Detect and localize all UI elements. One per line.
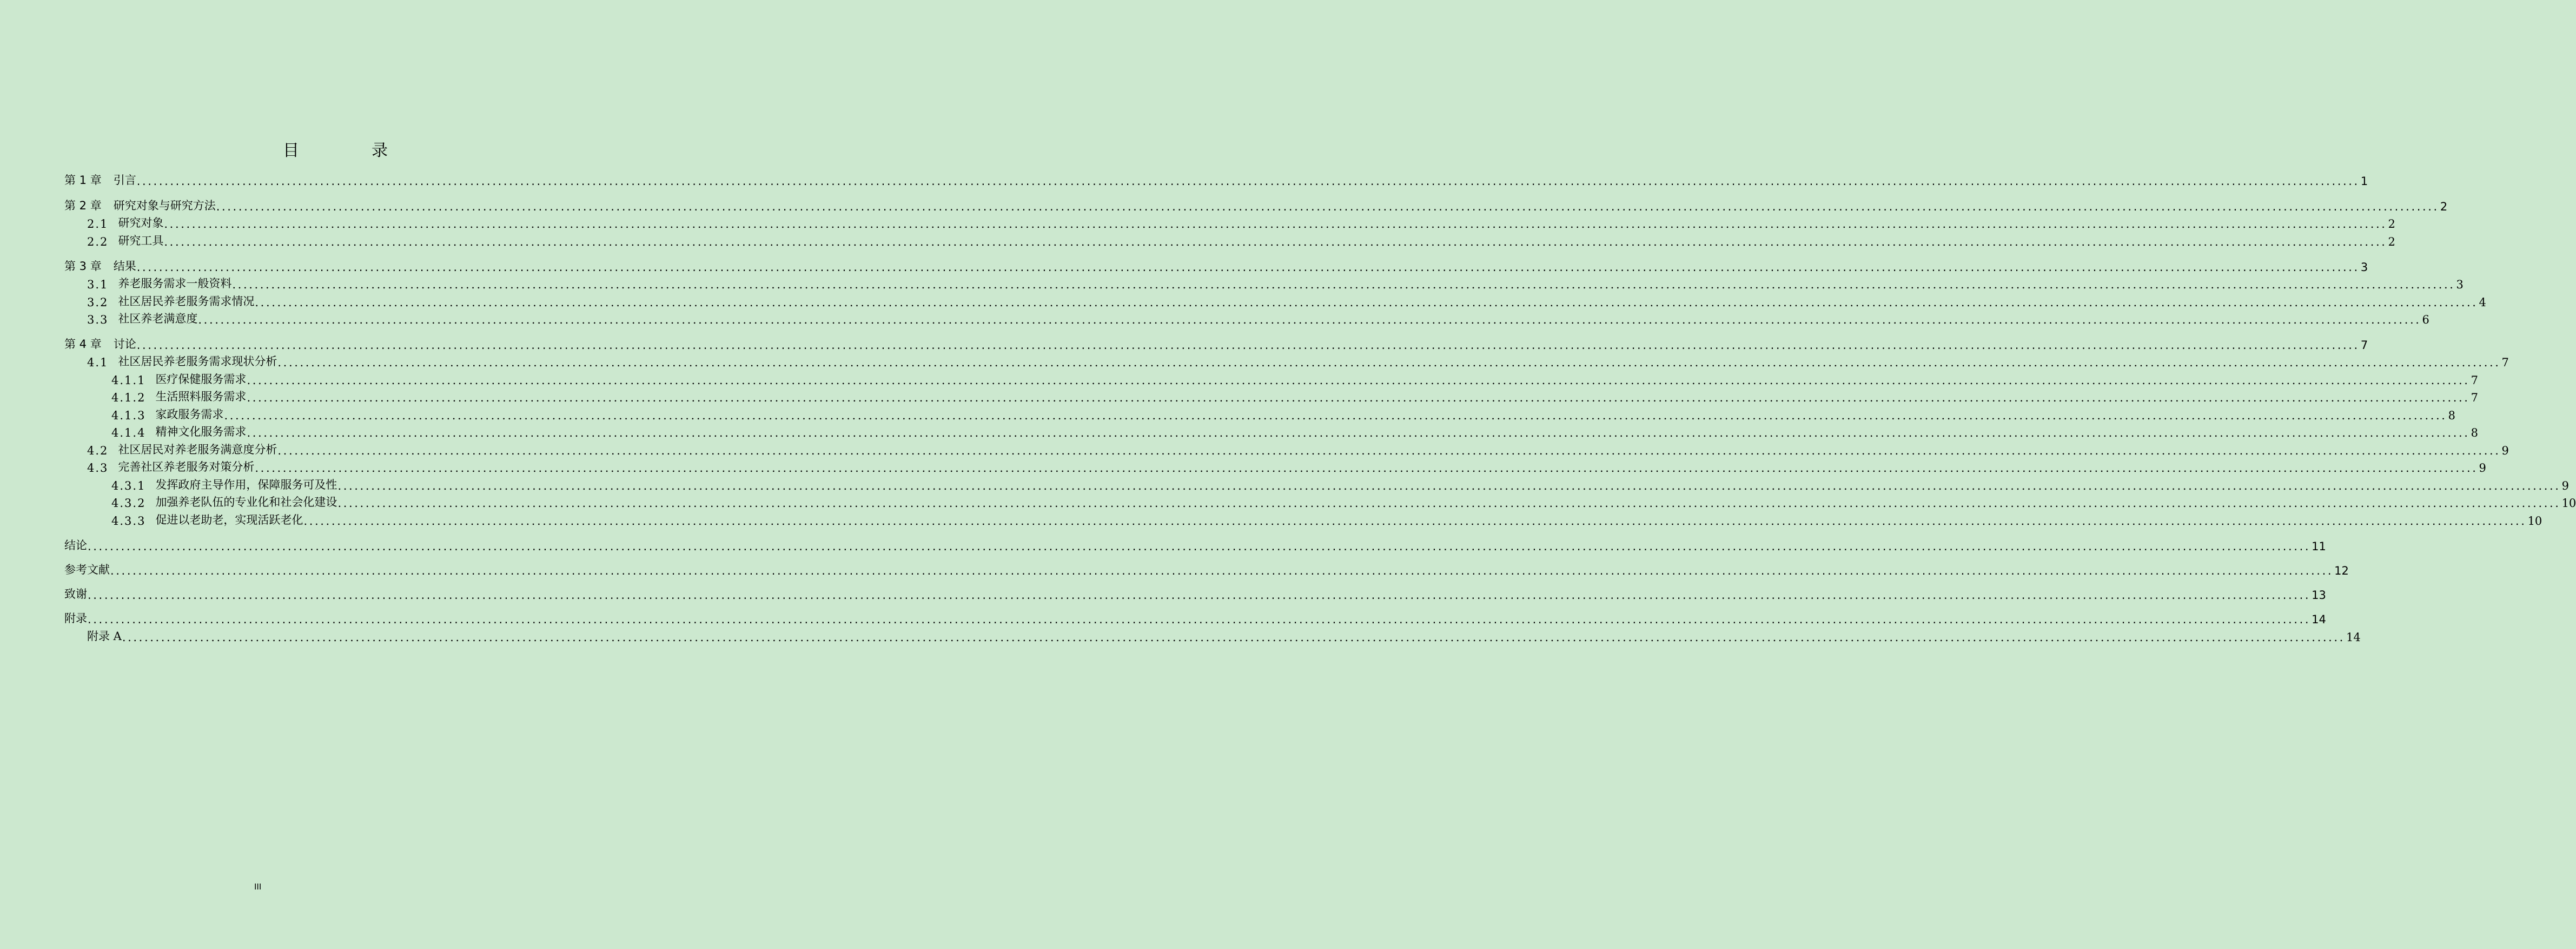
toc-entry[interactable] [111, 370, 2478, 387]
toc-entry-title: 研究对象 [118, 216, 164, 229]
toc-entry-title: 社区居民养老服务需求情况 [118, 295, 255, 308]
toc-entry-page: 7 [2501, 356, 2509, 369]
toc-entry[interactable] [64, 560, 2349, 577]
toc-entry-number: 4.1.1 [111, 374, 146, 387]
toc-dot-leader: ................................................................................................................................................................................................................................................................................................................................................................................................................ [232, 278, 2455, 291]
toc-dot-leader: ................................................................................................................................................................................................................................................................................................................................................................................................................ [247, 374, 2470, 387]
toc-entry[interactable] [111, 387, 2478, 404]
toc-entry-page: 10 [2527, 515, 2542, 528]
toc-dot-leader: ................................................................................................................................................................................................................................................................................................................................................................................................................ [216, 200, 2439, 213]
toc-dot-leader: ................................................................................................................................................................................................................................................................................................................................................................................................................ [337, 479, 2561, 492]
toc-entry-number: 4.3 [87, 462, 109, 475]
toc-entry[interactable] [64, 584, 2326, 602]
toc-entry-page: 2 [2388, 235, 2395, 248]
toc-entry-page: 1 [2360, 175, 2368, 188]
toc-entry-number: 4.3.2 [111, 497, 146, 510]
toc-dot-leader: ................................................................................................................................................................................................................................................................................................................................................................................................................ [136, 261, 2360, 274]
toc-dot-leader: ................................................................................................................................................................................................................................................................................................................................................................................................................ [255, 296, 2478, 309]
toc-dot-leader: ................................................................................................................................................................................................................................................................................................................................................................................................................ [198, 313, 2421, 326]
toc-entry-title: 社区养老满意度 [118, 312, 198, 325]
toc-entry-title: 附录 [64, 612, 87, 625]
toc-entry-title: 医疗保健服务需求 [155, 373, 247, 386]
toc-entry[interactable] [87, 213, 2395, 230]
toc-entry-page: 14 [2346, 631, 2361, 644]
toc-entry[interactable] [87, 292, 2486, 309]
toc-entry[interactable] [111, 492, 2576, 510]
toc-entry[interactable] [87, 457, 2486, 475]
toc-entry[interactable] [64, 170, 2368, 188]
toc-entry-title: 讨论 [113, 338, 136, 351]
toc-entry-number: 3.3 [87, 313, 109, 326]
toc-entry[interactable] [87, 352, 2509, 369]
toc-dot-leader: ................................................................................................................................................................................................................................................................................................................................................................................................................ [255, 462, 2478, 475]
toc-dot-leader: ................................................................................................................................................................................................................................................................................................................................................................................................................ [277, 444, 2501, 457]
toc-entry-title: 研究工具 [118, 234, 164, 247]
toc-entry-title: 养老服务需求一般资料 [118, 277, 232, 290]
toc-entry-page: 9 [2479, 462, 2486, 475]
toc-entry[interactable] [64, 536, 2326, 553]
toc-entry-title: 社区居民养老服务需求现状分析 [118, 355, 277, 368]
toc-entry-page: 13 [2312, 589, 2326, 602]
toc-entry-number: 3.2 [87, 296, 109, 309]
toc-entry-title: 研究对象与研究方法 [113, 199, 216, 212]
toc-entry[interactable] [111, 475, 2569, 492]
toc-dot-leader: ................................................................................................................................................................................................................................................................................................................................................................................................................ [88, 589, 2311, 602]
toc-entry-number: 4.1.2 [111, 391, 146, 404]
toc-entry-page: 9 [2501, 444, 2509, 457]
toc-entry[interactable] [87, 231, 2395, 248]
toc-entry-number: 4.3.1 [111, 479, 146, 492]
toc-entry[interactable] [64, 196, 2448, 213]
toc-entry-number: 2.1 [87, 218, 109, 230]
toc-entry-page: 10 [2561, 497, 2576, 510]
toc-entry[interactable] [87, 627, 2361, 644]
toc-entry-title: 结果 [113, 260, 136, 273]
toc-entry-title: 加强养老队伍的专业化和社会化建设 [155, 496, 337, 509]
toc-entry-page: 8 [2448, 409, 2455, 422]
toc-entry-page: 7 [2360, 339, 2368, 352]
toc-dot-leader: ................................................................................................................................................................................................................................................................................................................................................................................................................ [303, 515, 2527, 528]
toc-entry-number: 4.1 [87, 356, 109, 369]
toc-dot-leader: ................................................................................................................................................................................................................................................................................................................................................................................................................ [164, 218, 2387, 230]
toc-dot-leader: ................................................................................................................................................................................................................................................................................................................................................................................................................ [277, 356, 2501, 369]
toc-entry-page: 14 [2312, 613, 2326, 626]
toc-entry[interactable] [111, 422, 2478, 439]
toc-entry[interactable] [87, 440, 2509, 457]
toc-entry-title: 完善社区养老服务对策分析 [118, 460, 255, 473]
toc-entry-page: 2 [2388, 218, 2395, 230]
toc-entry-title: 精神文化服务需求 [155, 425, 247, 438]
toc-entry-page: 3 [2360, 261, 2368, 274]
toc-entry[interactable] [64, 609, 2326, 626]
toc-entry-page: 6 [2422, 313, 2429, 326]
toc-dot-leader: ................................................................................................................................................................................................................................................................................................................................................................................................................ [164, 235, 2387, 248]
toc-entry-title: 结论 [64, 539, 87, 552]
toc-entry-page: 7 [2471, 374, 2478, 387]
toc-dot-leader: ................................................................................................................................................................................................................................................................................................................................................................................................................ [224, 409, 2447, 422]
toc-entry-title: 家政服务需求 [155, 408, 224, 421]
toc-entry[interactable] [64, 334, 2368, 352]
toc-entry-page: 11 [2312, 540, 2326, 553]
toc-dot-leader: ................................................................................................................................................................................................................................................................................................................................................................................................................ [88, 613, 2311, 626]
toc-entry-number: 4.1.3 [111, 409, 146, 422]
page-number: III [254, 882, 262, 892]
toc-dot-leader: ................................................................................................................................................................................................................................................................................................................................................................................................................ [247, 391, 2470, 404]
toc-entry-title: 生活照料服务需求 [155, 390, 247, 403]
toc-entry-page: 4 [2479, 296, 2486, 309]
toc-entry-number: 第 4 章 [64, 338, 102, 351]
toc-entry-title: 社区居民对养老服务满意度分析 [118, 443, 277, 456]
toc-entry-number: 2.2 [87, 235, 109, 248]
toc-dot-leader: ................................................................................................................................................................................................................................................................................................................................................................................................................ [136, 339, 2360, 352]
toc-entry-title: 致谢 [64, 588, 87, 601]
toc-entry-page: 3 [2456, 278, 2464, 291]
toc-entry-title: 促进以老助老，实现活跃老化 [155, 513, 303, 526]
toc-entry[interactable] [111, 405, 2455, 422]
toc-entry-title: 引言 [113, 174, 136, 187]
toc-dot-leader: ................................................................................................................................................................................................................................................................................................................................................................................................................ [337, 497, 2561, 510]
toc-dot-leader: ................................................................................................................................................................................................................................................................................................................................................................................................................ [247, 426, 2470, 439]
toc-entry[interactable] [111, 510, 2542, 528]
toc-entry-number: 第 3 章 [64, 260, 102, 273]
toc-entry[interactable] [64, 256, 2368, 274]
toc-entry-number: 4.2 [87, 444, 109, 457]
toc-entry-page: 9 [2561, 479, 2569, 492]
toc-entry-title: 参考文献 [64, 563, 110, 576]
toc-entry-number: 3.1 [87, 278, 109, 291]
toc-dot-leader: ................................................................................................................................................................................................................................................................................................................................................................................................................ [122, 631, 2345, 644]
toc-entry-number: 第 1 章 [64, 174, 102, 187]
toc-entry-page: 7 [2471, 391, 2478, 404]
toc-dot-leader: ................................................................................................................................................................................................................................................................................................................................................................................................................ [88, 540, 2311, 553]
toc-entry[interactable] [87, 309, 2429, 326]
toc-entry-page: 2 [2440, 200, 2448, 213]
page-title: 目 录 [283, 141, 416, 160]
toc-dot-leader: ................................................................................................................................................................................................................................................................................................................................................................................................................ [110, 564, 2334, 577]
toc-entry-page: 8 [2471, 426, 2478, 439]
toc-entry-number: 第 2 章 [64, 199, 102, 212]
toc-entry[interactable] [87, 274, 2464, 291]
toc-entry-title: 发挥政府主导作用，保障服务可及性 [155, 478, 337, 491]
toc-entry-title: 附录 A [87, 630, 122, 643]
toc-entry-page: 12 [2334, 564, 2349, 577]
toc-entry-number: 4.3.3 [111, 515, 146, 528]
toc-entry-number: 4.1.4 [111, 426, 146, 439]
toc-dot-leader: ................................................................................................................................................................................................................................................................................................................................................................................................................ [136, 175, 2360, 188]
